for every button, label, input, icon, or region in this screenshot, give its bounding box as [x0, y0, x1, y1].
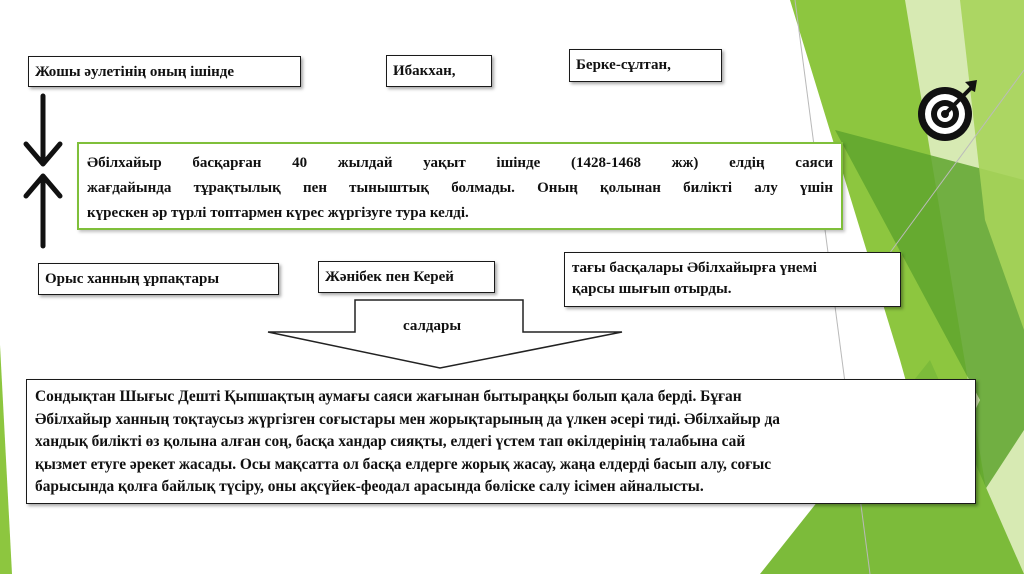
main-line-3: күрескен әр түрлі топтармен күрес жүргізуге тура келді.: [87, 205, 469, 221]
conclusion-line-4: қызмет етуге әрекет жасады. Осы мақсатта ол басқа елдерге жорық жасау, жаңа елдерді басып алу, соғыс: [35, 455, 772, 473]
double-arrow-icon: [20, 92, 70, 252]
main-line-2: жағдайында тұрақтылық пен тыныштық болмады. Оның қолынан билікті алу үшін: [87, 180, 833, 196]
janibek-box: [318, 261, 495, 293]
berke-box: [569, 49, 722, 82]
main-box: [77, 142, 843, 230]
conclusion-line-2: Әбілхайыр ханның тоқтаусыз жүргізген соғыстары мен жорықтарының да үлкен әсері тиді. Әбілхайыр да: [35, 410, 780, 428]
arrow-label: салдары: [403, 318, 462, 334]
main-line-1: Әбілхайыр басқарған 40 жылдай уақыт ішінде (1428-1468 жж) елдің саяси: [87, 155, 833, 171]
conclusion-line-3: хандық билікті өз қолына алған соң, басқа хандар сияқты, елдегі үстем тап өкілдерінің талабына сай: [35, 433, 746, 450]
ibak-text: Ибакхан,: [393, 63, 456, 79]
target-icon: [915, 78, 983, 146]
others-line-1: тағы басқалары Әбілхайырға үнемі: [572, 260, 817, 276]
rus-box: [38, 263, 279, 295]
rus-text: Орыс ханның ұрпақтары: [45, 271, 220, 287]
jochi-text: Жошы әулетінің оның ішінде: [35, 64, 235, 80]
block-arrow-down-icon: [265, 299, 625, 371]
conclusion-line-1: Сондықтан Шығыс Дешті Қыпшақтың аумағы саяси жағынан бытыраңқы болып қала берді. Бұған: [35, 388, 742, 405]
green-shape-left: [0, 345, 12, 574]
others-line-2: қарсы шығып отырды.: [572, 281, 732, 297]
conclusion-line-5: барысында қолға байлық түсіру, оны ақсүйек-феодал арасында бөліске салу ісімен айналысты.: [35, 478, 704, 495]
conclusion-box: [26, 379, 976, 504]
berke-text: Берке-сұлтан,: [576, 57, 671, 73]
ibak-box: [386, 55, 492, 87]
janibek-text: Жәнібек пен Керей: [325, 269, 454, 285]
jochi-box: [28, 56, 301, 87]
